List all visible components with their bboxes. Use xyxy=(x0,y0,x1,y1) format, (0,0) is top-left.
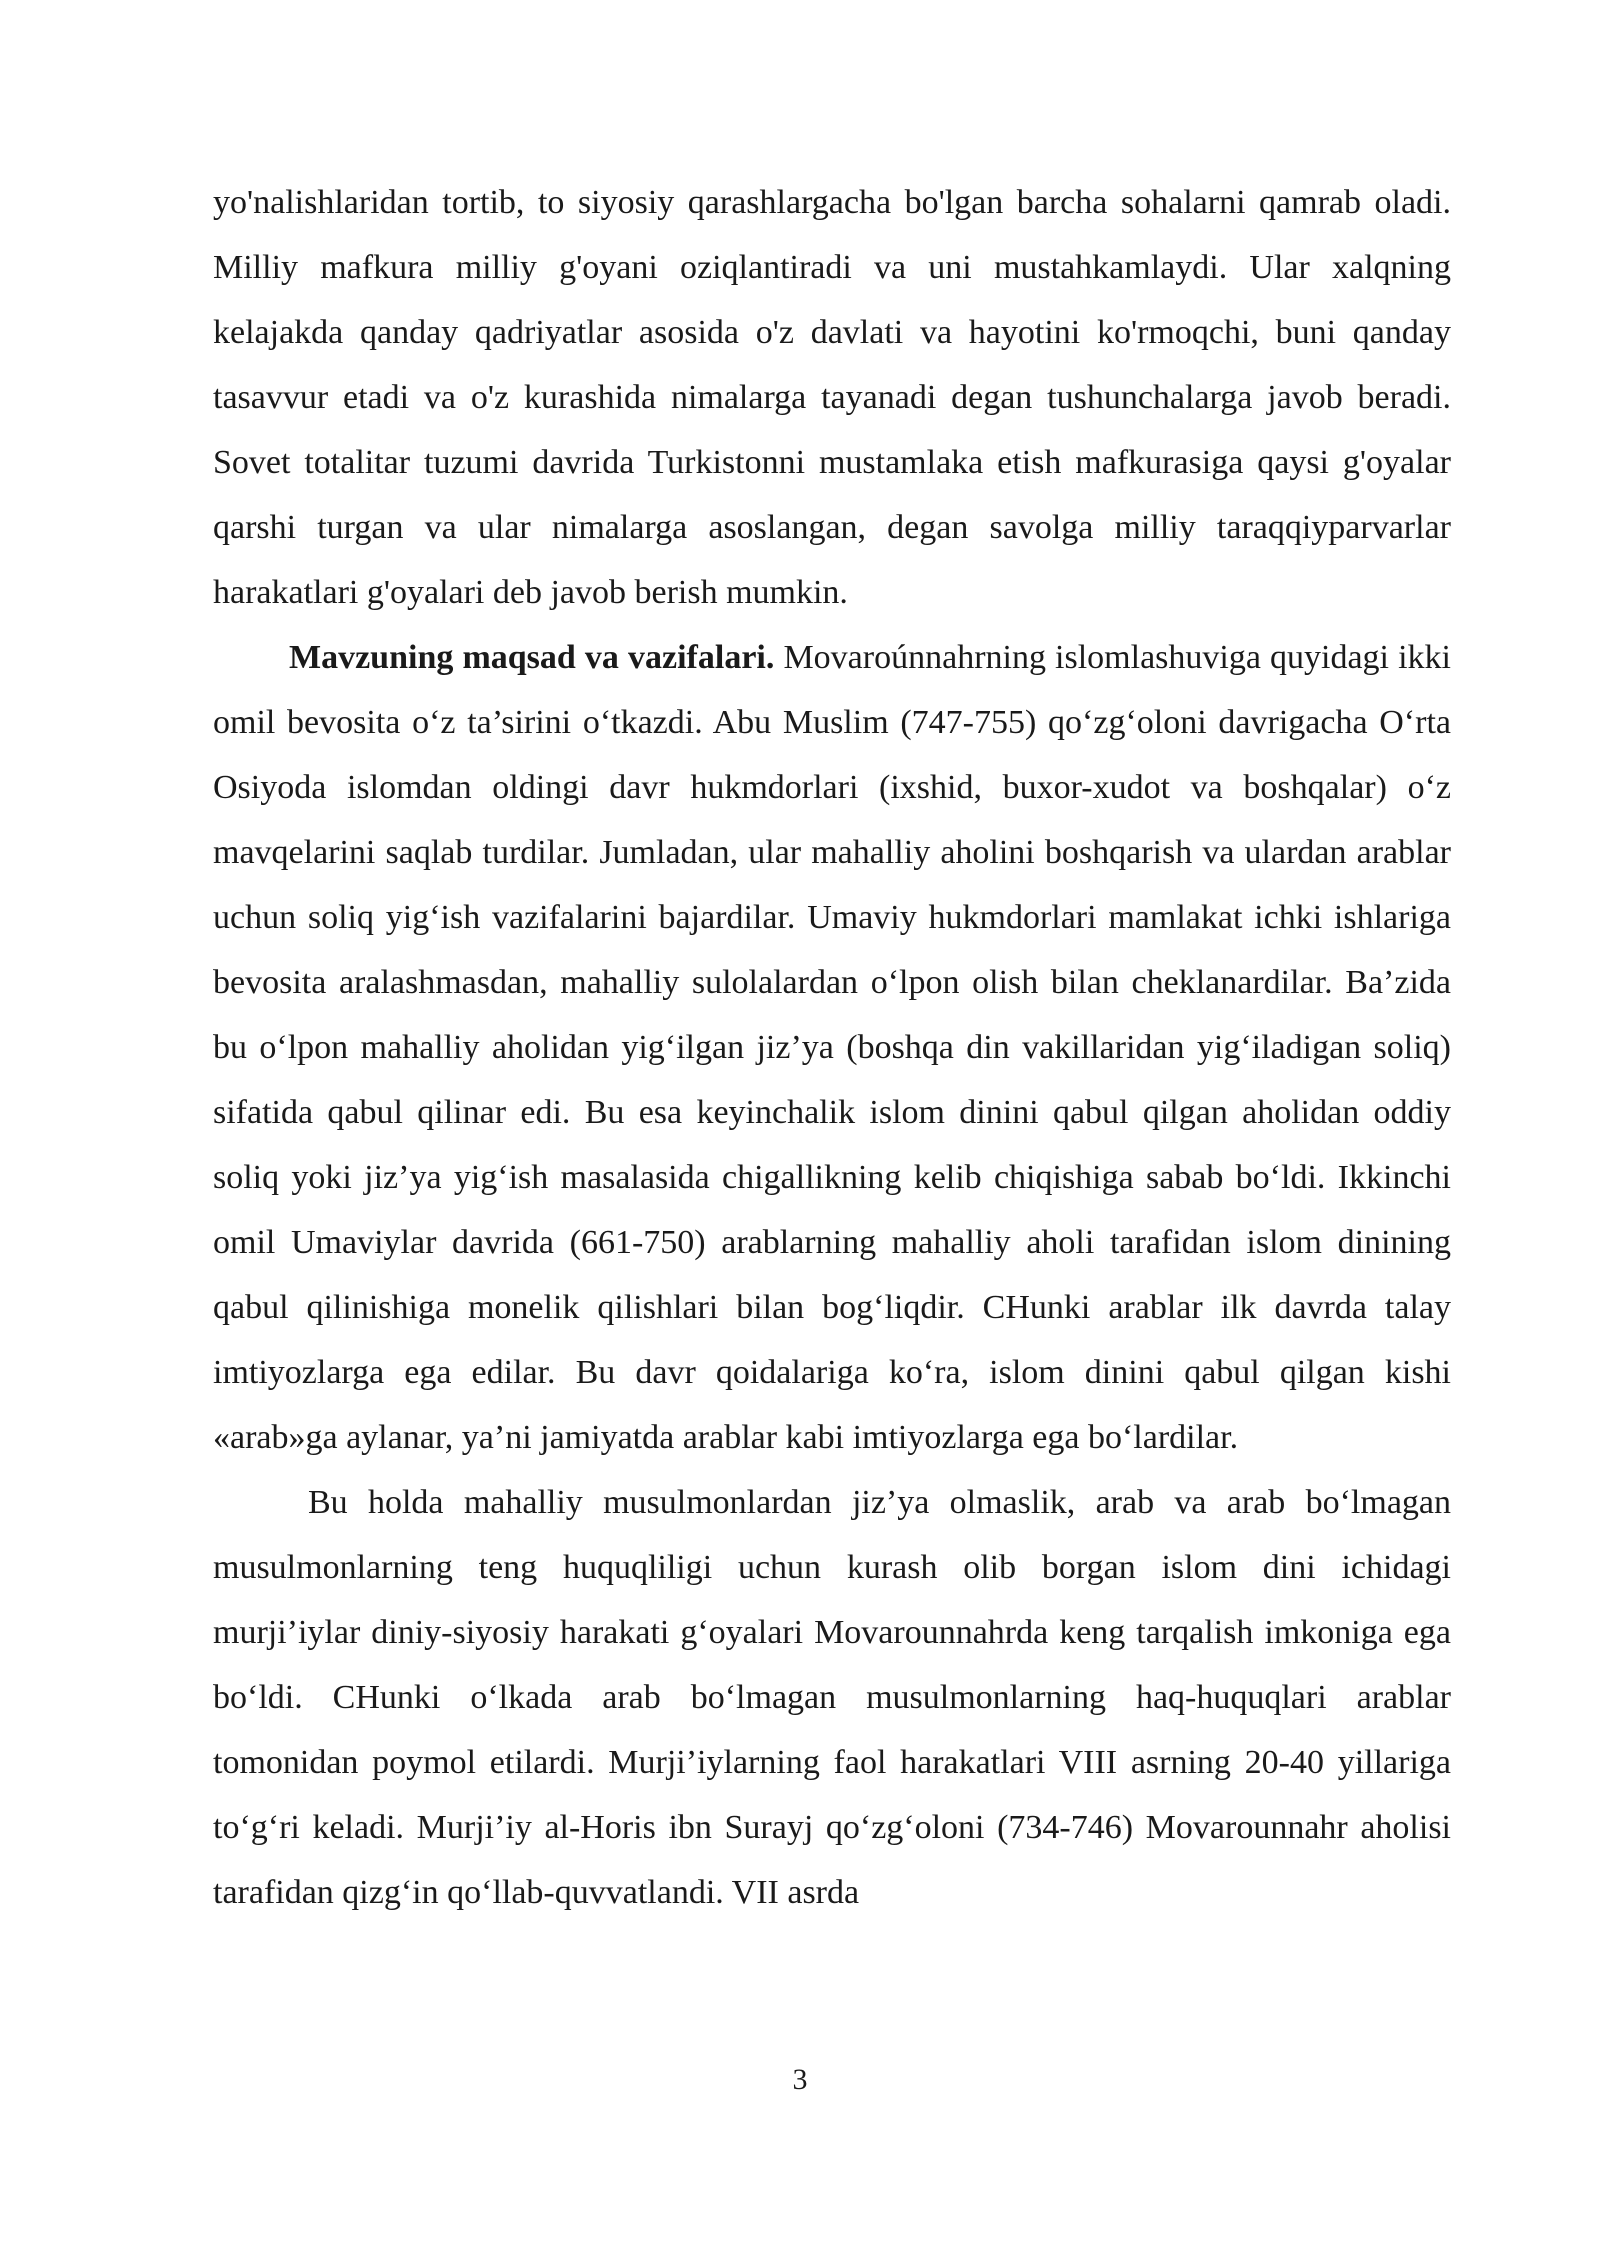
paragraph-1 xyxy=(213,170,1451,625)
document-page xyxy=(213,170,1451,1925)
page-number: 3 xyxy=(792,2063,808,2096)
paragraph-1-text: yo'nalishlaridan tortib, to siyosiy qarashlargacha bo'lgan barcha sohalarni qamrab oladi. Milliy mafkura milliy g'oyani oziqlantiradi va uni mustahkamlaydi. Ular xalqning kelajakda qanday qadriyatlar asosida o'z davlati va hayotini ko'rmoqchi, buni qanday tasavvur etadi va o'z kurashida nimalarga tayanadi degan tushunchalarga javob beradi. Sovet totalitar tuzumi davrida Turkistonni mustamlaka etish mafkurasiga qaysi g'oyalar qarshi turgan va ular nimalarga asoslangan, degan savolga milliy taraqqiyparvarlar harakatlari g'oyalari deb javob berish mumkin. xyxy=(213,184,1451,611)
paragraph-2-text: Movaroúnnahrning islomlashuviga quyidagi ikki omil bevosita o‘z ta’sirini o‘tkazdi. Abu Muslim (747-755) qo‘zg‘oloni davrigacha O‘rta Osiyoda islomdan oldingi davr hukmdorlari (ixshid, buxor-xudot va boshqalar) o‘z mavqelarini saqlab turdilar. Jumladan, ular mahalliy aholini boshqarish va ulardan arablar uchun soliq yig‘ish vazifalarini bajardilar. Umaviy hukmdorlari mamlakat ichki ishlariga bevosita aralashmasdan, mahalliy sulolalardan o‘lpon olish bilan cheklanardilar. Ba’zida bu o‘lpon mahalliy aholidan yig‘ilgan jiz’ya (boshqa din vakillaridan yig‘iladigan soliq) sifatida qabul qilinar edi. Bu esa keyinchalik islom dinini qabul qilgan aholidan oddiy soliq yoki jiz’ya yig‘ish masalasida chigallikning kelib chiqishiga sabab bo‘ldi. Ikkinchi omil Umaviylar davrida (661-750) arablarning mahalliy aholi tarafidan islom dinining qabul qilinishiga monelik qilishlari bilan bog‘liqdir. CHunki arablar ilk davrda talay imtiyozlarga ega edilar. Bu davr qoidalariga ko‘ra, islom dinini qabul qilgan kishi «arab»ga aylanar, ya’ni jamiyatda arablar kabi imtiyozlarga ega bo‘lardilar. xyxy=(213,639,1451,1456)
paragraph-2 xyxy=(213,625,1451,1470)
section-heading: Mavzuning maqsad va vazifalari. xyxy=(289,639,775,676)
paragraph-3-text: Bu holda mahalliy musulmonlardan jiz’ya olmaslik, arab va arab bo‘lmagan musulmonlarning teng huquqliligi uchun kurash olib borgan islom dini ichidagi murji’iylar diniy-siyosiy harakati g‘oyalari Movarounnahrda keng tarqalish imkoniga ega bo‘ldi. CHunki o‘lkada arab bo‘lmagan musulmonlarning haq-huquqlari arablar tomonidan poymol etilardi. Murji’iylarning faol harakatlari VIII asrning 20-40 yillariga to‘g‘ri keladi. Murji’iy al-Horis ibn Surayj qo‘zg‘oloni (734-746) Movarounnahr aholisi tarafidan qizg‘in qo‘llab-quvvatlandi. VII asrda xyxy=(213,1484,1451,1911)
paragraph-3 xyxy=(213,1470,1451,1925)
